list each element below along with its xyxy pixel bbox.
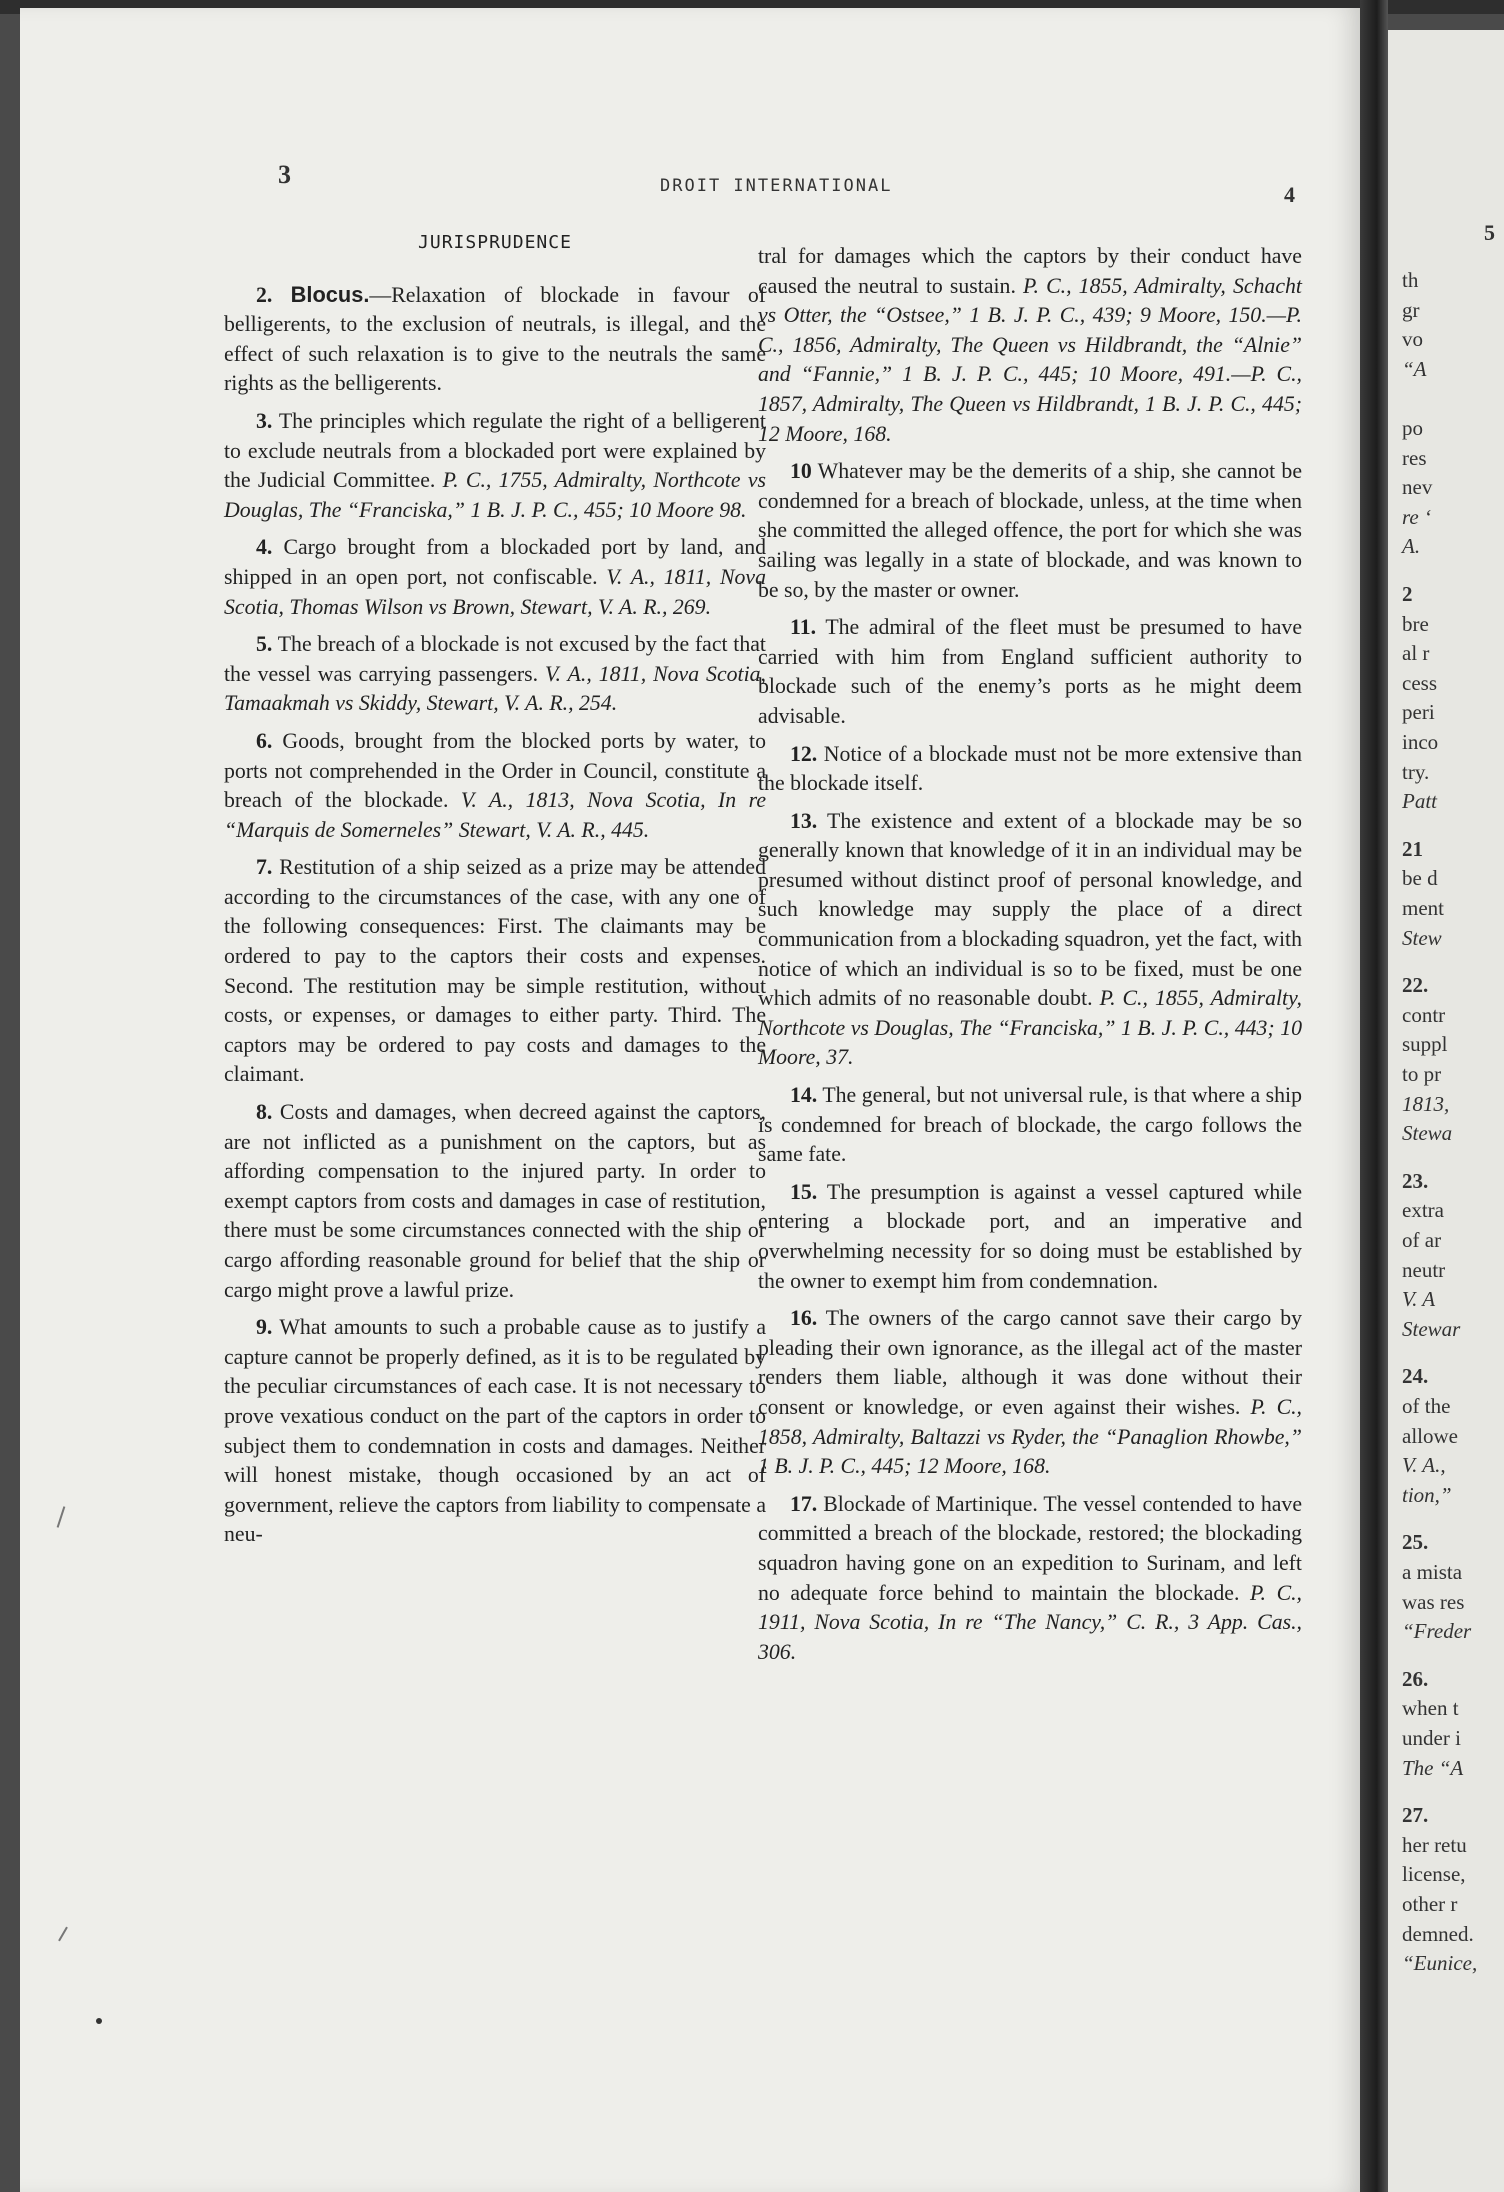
paragraph-number: 5. <box>256 632 273 657</box>
margin-dot <box>96 2018 102 2024</box>
text-fragment: a mista <box>1402 1560 1463 1584</box>
text-fragment: be d <box>1402 866 1438 891</box>
paragraph <box>758 1490 1302 1668</box>
paragraph-text: The breach of a blockade is not excused by the fact that the vessel was carrying passengers. <box>224 632 766 686</box>
citation: V. A., 1811, Nova Scotia, Tamaakmah vs Skiddy, Stewart, V. A. R., 254. <box>224 661 766 716</box>
citation: V. A., 1811, Nova Scotia, Thomas Wilson vs Brown, Stewart, V. A. R., 269. <box>224 564 766 619</box>
paragraph-text: The general, but not universal rule, is that where a ship is condemned for breach of blockade, the cargo follows the same fate. <box>758 1083 1302 1167</box>
paragraph-text: The owners of the cargo cannot save their cargo by pleading their own ignorance, as the illegal act of the master renders them liable, although it was done without their consent or knowledge, or even against their wishes. <box>758 1306 1302 1419</box>
paragraph <box>224 853 766 1090</box>
citation: P. C., 1855, Admiralty, Northcote vs Douglas, The “Franciska,” 1 B. J. P. C., 443; 10 Moore, 37. <box>758 986 1303 1070</box>
paragraph-text: Costs and damages, when decreed against the captors, are not inflicted as a punishment on the captors, but as affording compensation to the injured party. In order to exempt captors from costs and damages in case of restitution, there must be some circumstances connected with the ship or cargo affording reasonable ground for belief that the ship or cargo might prove a lawful prize. <box>224 1100 767 1302</box>
left-page-number: 3 <box>278 160 291 189</box>
left-text-column <box>224 224 766 1558</box>
text-fragment: inco <box>1402 730 1439 754</box>
text-fragment: re ‘ <box>1402 504 1431 529</box>
paragraph-number: 3. <box>256 408 273 433</box>
text-fragment: 1813, <box>1402 1091 1450 1116</box>
paragraph-number: 15. <box>790 1179 818 1204</box>
paragraph <box>758 1178 1302 1296</box>
text-fragment: her retu <box>1402 1832 1467 1857</box>
paragraph-number: 11. <box>790 615 817 640</box>
text-fragment: 27. <box>1402 1803 1429 1828</box>
text-fragment: A. <box>1402 534 1421 559</box>
citation: P. C., 1911, Nova Scotia, In re “The Nancy,” C. R., 3 App. Cas., 306. <box>758 1580 1303 1664</box>
paragraph <box>224 1313 766 1550</box>
running-title: DROIT INTERNATIONAL <box>660 176 893 196</box>
text-fragment: when t <box>1402 1696 1459 1721</box>
text-fragment: extra <box>1402 1198 1444 1223</box>
text-fragment: “Eunice, <box>1402 1951 1478 1976</box>
text-fragment: Stewa <box>1402 1121 1453 1146</box>
text-fragment: 2 <box>1402 582 1413 606</box>
book-gutter <box>1360 0 1388 2192</box>
right-book-page <box>1388 30 1504 2192</box>
text-fragment: allowe <box>1402 1423 1458 1448</box>
next-page-number: 5 <box>1484 220 1495 245</box>
text-fragment: neutr <box>1402 1257 1446 1282</box>
text-fragment: try. <box>1402 759 1430 784</box>
paragraph-text: Blockade of Martinique. The vessel contended to have committed a breach of the blockade, restored; the blockading squadron having gone on an expedition to Surinam, and left no adequate force behind to maintain the blockade. <box>758 1491 1302 1605</box>
text-fragment: nev <box>1402 475 1433 500</box>
text-fragment: V. A <box>1402 1287 1436 1312</box>
paragraph <box>758 457 1302 605</box>
paragraph <box>224 630 766 719</box>
right-page-number: 4 <box>1284 182 1295 207</box>
paragraph-number: 14. <box>790 1083 818 1108</box>
text-fragment: under i <box>1402 1726 1461 1750</box>
paragraph <box>758 740 1302 799</box>
text-fragment: demned. <box>1402 1921 1474 1946</box>
text-fragment: al r <box>1402 641 1430 666</box>
paragraph-number: 6. <box>256 728 273 753</box>
text-fragment: 23. <box>1402 1168 1429 1193</box>
paragraph-number: 9. <box>256 1315 273 1340</box>
text-fragment: 22. <box>1402 973 1429 998</box>
text-fragment: “Freder <box>1402 1619 1472 1644</box>
text-fragment: tion,” <box>1402 1482 1452 1507</box>
text-fragment: th <box>1402 268 1419 292</box>
paragraph-text: The principles which regulate the right of a belligerent to exclude neutrals from a blockaded port were explained by the Judicial Committee. <box>224 408 766 493</box>
margin-mark <box>57 1506 66 1528</box>
paragraph-number: 2. <box>256 282 273 307</box>
text-fragment: 21 <box>1402 836 1423 861</box>
citation: V. A., 1813, Nova Scotia, In re “Marquis de Somerneles” Stewart, V. A. R., 445. <box>224 788 766 842</box>
paragraph <box>224 407 766 525</box>
text-fragment: suppl <box>1402 1032 1448 1057</box>
text-fragment: license, <box>1402 1862 1466 1887</box>
paragraph-text: What amounts to such a probable cause as to justify a capture cannot be properly defined, as it is to be regulated by the peculiar circumstances of each case. It is not necessary to prove vexatious conduct on the part of the captors in order to subject them to condemnation in costs and damages. Neither will honest mistake, though occasioned by an act of government, relieve the captors from liability to compensate a neu- <box>224 1315 766 1547</box>
citation: P. C., 1855, Admiralty, Schacht vs Otter, the “Ostsee,” 1 B. J. P. C., 439; 9 Moore, 150.—P. C., 1856, Admiralty, The Queen vs Hildbrandt, the “Alnie” and “Fannie,” 1 B. J. P. C., 445; 10 Moore, 491.—P. C., 1857, Admiralty, The Queen vs Hildbrandt, 1 B. J. P. C., 445; 12 Moore, 168. <box>758 273 1302 446</box>
paragraph-number: 4. <box>256 535 273 560</box>
citation: P. C., 1755, Admiralty, Northcote vs Douglas, The “Franciska,” 1 B. J. P. C., 455; 10 Moore 98. <box>224 468 767 522</box>
text-fragment: gr <box>1402 297 1420 322</box>
paragraph-number: 8. <box>256 1100 273 1125</box>
paragraph <box>224 1098 766 1305</box>
middle-text-column <box>758 242 1302 1675</box>
paragraph <box>758 613 1302 731</box>
paragraph-text: Restitution of a ship seized as a prize may be attended according to the circumstances of the case, with any one of the following consequences: First. The claimants may be ordered to pay to the captors their costs and expenses. Second. The restitution may be simple restitution, without costs, or expenses, or damages to either party. Third. The captors may be ordered to pay costs and damages to the claimant. <box>224 855 766 1087</box>
text-fragment: other r <box>1402 1892 1458 1916</box>
text-fragment: res <box>1402 445 1427 470</box>
paragraph-text: The admiral of the fleet must be presumed to have carried with him from England sufficient authority to blockade such of the enemy’s ports as he might deem advisable. <box>758 615 1302 728</box>
continued-paragraph <box>758 242 1302 449</box>
paragraph-text: The presumption is against a vessel captured while entering a blockade port, and an imperative and overwhelming necessity for so doing must be established by the owner to exempt him from condemnation. <box>758 1179 1302 1293</box>
text-fragment: po <box>1402 416 1423 440</box>
paragraph <box>224 727 766 845</box>
paragraph-number: 16. <box>790 1306 818 1331</box>
text-fragment: 25. <box>1402 1530 1429 1555</box>
text-fragment: Stew <box>1402 925 1442 950</box>
paragraph-number: 7. <box>256 855 273 880</box>
paragraph-text: Cargo brought from a blockaded port by land, and shipped in an open port, not confiscable. <box>224 535 766 589</box>
paragraph <box>758 807 1302 1073</box>
paragraph-number: 17. <box>790 1491 818 1516</box>
paragraph-text: Goods, brought from the blocked ports by water, to ports not comprehended in the Order in Council, constitute a breach of the blockade. <box>224 728 766 813</box>
text-fragment: ment <box>1402 896 1444 920</box>
paragraph-text: Whatever may be the demerits of a ship, she cannot be condemned for a breach of blockade, unless, at the time when she committed the alleged offence, the port for which she was sailing was legally in a state of blockade, and was known to be so, by the master or owner. <box>758 459 1302 602</box>
paragraph-text: —Relaxation of blockade in favour of belligerents, to the exclusion of neutrals, is illegal, and the effect of such relaxation is to give to the neutrals the same rights as the belligerents. <box>224 282 766 396</box>
paragraph <box>224 533 766 622</box>
paragraph-text: The existence and extent of a blockade may be so generally known that knowledge of it in an individual may be presumed without distinct proof of personal knowledge, and such knowledge may supply the place of a direct communication from a blockading squadron, yet the fact, with notice of which an individual is so to be fixed, must be one which admits of no reasonable doubt. <box>758 808 1303 1011</box>
text-fragment: contr <box>1402 1002 1446 1027</box>
paragraph <box>224 280 766 399</box>
text-fragment: V. A., <box>1402 1453 1446 1478</box>
text-fragment: 26. <box>1402 1666 1429 1691</box>
text-fragment: Stewar <box>1402 1316 1461 1341</box>
text-fragment: 24. <box>1402 1364 1429 1389</box>
text-fragment: peri <box>1402 700 1435 725</box>
paragraph-number: 13. <box>790 808 818 833</box>
margin-mark <box>58 1927 68 1942</box>
paragraph-number: 10 <box>790 459 812 484</box>
citation: P. C., 1858, Admiralty, Baltazzi vs Ryder, the “Panaglion Rhowbe,” 1 B. J. P. C., 445; 12 Moore, 168. <box>758 1394 1303 1479</box>
text-fragment: vo <box>1402 327 1423 352</box>
section-title: JURISPRUDENCE <box>418 232 572 253</box>
text-fragment: “A <box>1402 356 1427 381</box>
text-fragment: bre <box>1402 611 1429 636</box>
text-fragment: Patt <box>1402 789 1437 814</box>
paragraph <box>758 1081 1302 1170</box>
text-fragment: to pr <box>1402 1062 1442 1086</box>
text-fragment: of the <box>1402 1394 1451 1418</box>
paragraph-number: 12. <box>790 741 818 766</box>
paragraph-text: Notice of a blockade must not be more extensive than the blockade itself. <box>758 741 1303 796</box>
paragraph-heading: Blocus. <box>290 281 370 307</box>
paragraph-text: tral for damages which the captors by their conduct have caused the neutral to sustain. <box>758 244 1302 298</box>
paragraph <box>758 1304 1302 1482</box>
text-fragment: cess <box>1402 670 1437 695</box>
text-fragment: was res <box>1402 1589 1465 1614</box>
text-fragment: of ar <box>1402 1228 1442 1252</box>
text-fragment: The “A <box>1402 1755 1464 1780</box>
